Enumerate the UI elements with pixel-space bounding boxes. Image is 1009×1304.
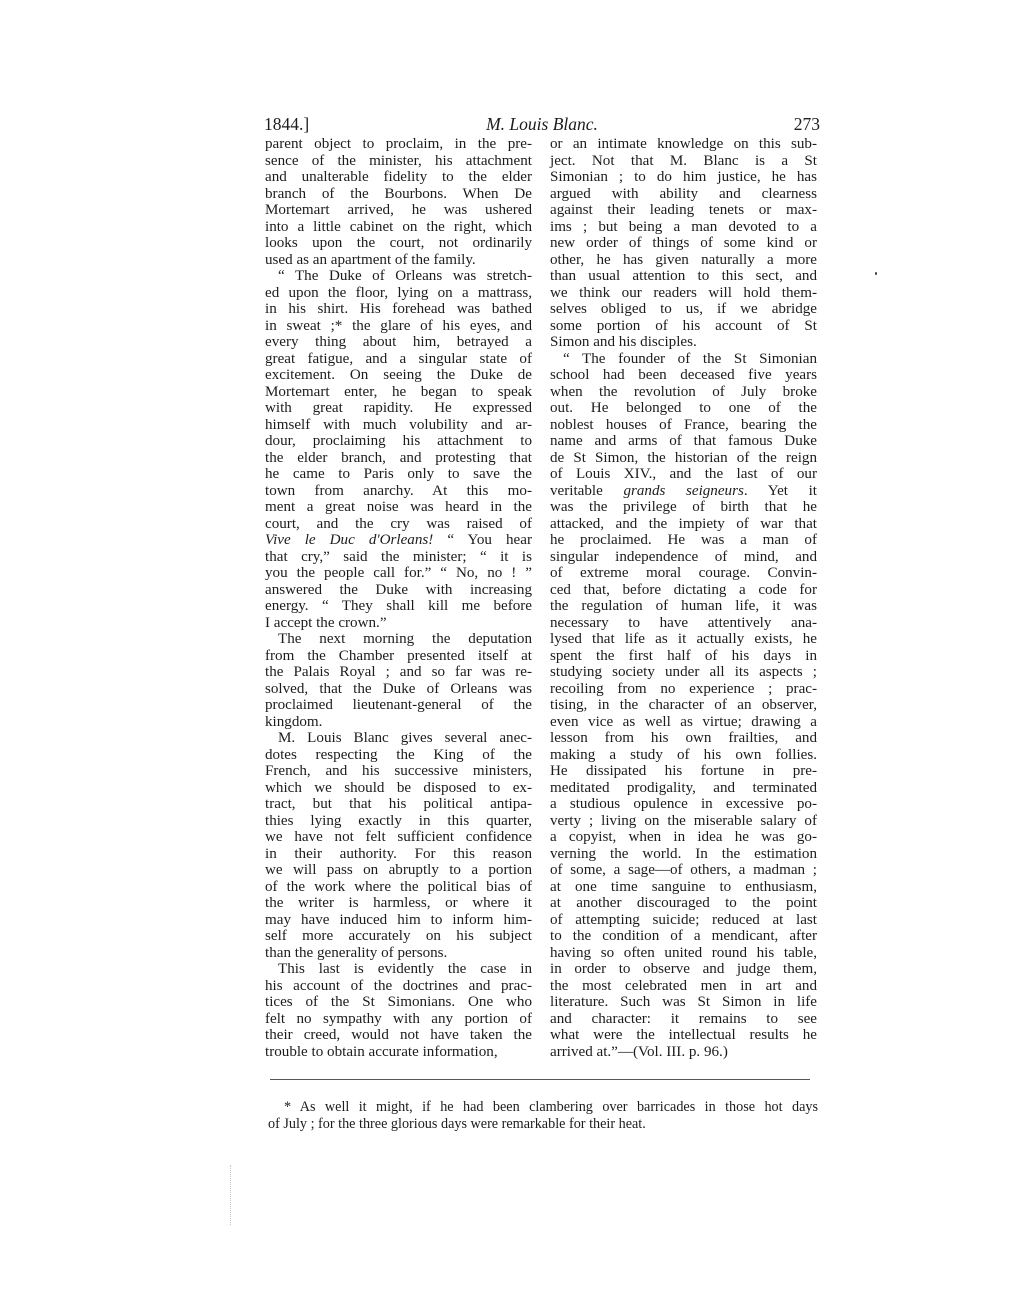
text-line: we will pass on abruptly to a portion: [265, 862, 532, 878]
text-line: I accept the crown.”: [265, 614, 387, 631]
text-line: name and arms of that famous Duke: [550, 433, 817, 449]
footnote-line: * As well it might, if he had been clambering over barricades in those hot days: [284, 1099, 818, 1115]
text-line: spent the first half of his days in: [550, 647, 817, 664]
text-line: even vice as well as virtue; drawing a: [550, 713, 817, 730]
right-text-column: [550, 136, 817, 1060]
gutter-mark: [230, 1165, 231, 1225]
text-line: used as an apartment of the family.: [265, 251, 476, 268]
text-line: of some, a sage—of others, a madman ;: [550, 862, 817, 878]
text-line: trouble to obtain accurate information,: [265, 1043, 498, 1060]
text-line: selves obliged to us, if we abridge: [550, 301, 817, 317]
header-year: 1844.]: [264, 114, 310, 134]
text-line: the writer is harmless, or where it: [265, 895, 532, 911]
text-line: ims ; but being a man devoted to a: [550, 218, 817, 235]
text-line: school had been deceased five years: [550, 367, 817, 383]
text-line: of attempting suicide; reduced at last: [550, 911, 817, 928]
text-line: he came to Paris only to save the: [265, 466, 532, 482]
text-line: every thing about him, betrayed a: [265, 334, 532, 350]
text-line: veritable grands seigneurs. Yet it: [550, 482, 817, 499]
text-line: town from anarchy. At this mo-: [265, 482, 532, 499]
text-line: parent object to proclaim, in the pre-: [265, 136, 532, 152]
footnote: [268, 1099, 818, 1132]
text-line: He dissipated his fortune in pre-: [550, 763, 817, 779]
text-line: into a little cabinet on the right, which: [265, 218, 532, 235]
text-line: Mortemart enter, he began to speak: [265, 383, 532, 400]
text-line: M. Louis Blanc gives several anec-: [278, 730, 532, 746]
text-line: argued with ability and clearness: [550, 185, 817, 202]
text-line: of the work where the political bias of: [265, 878, 532, 895]
text-line: lysed that life as it actually exists, he: [550, 631, 817, 647]
text-line: of Louis XIV., and the last of our: [550, 466, 817, 482]
text-line: from the Chamber presented itself at: [265, 647, 532, 664]
text-line: a studious opulence in excessive po-: [550, 796, 817, 812]
running-header: [264, 114, 820, 136]
text-line: tices of the St Simonians. One who: [265, 994, 532, 1010]
header-title: M. Louis Blanc.: [486, 114, 598, 134]
text-line: Simon and his disciples.: [550, 334, 697, 350]
text-line: a copyist, when in idea he was go-: [550, 829, 817, 845]
text-line: their creed, would not have taken the: [265, 1027, 532, 1043]
text-line: Mortemart arrived, he was ushered: [265, 202, 532, 218]
text-line: tract, but that his political antipa-: [265, 796, 532, 812]
text-line: than the generality of persons.: [265, 944, 448, 961]
text-line: of extreme moral courage. Convin-: [550, 565, 817, 581]
text-line: dotes respecting the King of the: [265, 746, 532, 763]
text-line: “ The Duke of Orleans was stretch-: [278, 268, 532, 284]
text-line: felt no sympathy with any portion of: [265, 1010, 532, 1027]
text-line: ced that, before dictating a code for: [550, 581, 817, 598]
text-line: verty ; living on the miserable salary of: [550, 812, 817, 829]
text-line: Vive le Duc d'Orleans! “ You hear: [265, 532, 532, 548]
text-line: looks upon the court, not ordinarily: [265, 235, 532, 251]
text-line: he proclaimed. He was a man of: [550, 532, 817, 548]
text-line: in his shirt. His forehead was bathed: [265, 301, 532, 317]
text-line: necessary to have attentively ana-: [550, 614, 817, 631]
text-line: we think our readers will hold them-: [550, 284, 817, 301]
text-line: tising, in the character of an observer,: [550, 697, 817, 713]
text-line: court, and the cry was raised of: [265, 515, 532, 532]
text-line: himself with much volubility and ar-: [265, 416, 532, 433]
text-line: making a study of his own follies.: [550, 746, 817, 763]
text-line: meditated prodigality, and terminated: [550, 779, 817, 796]
text-line: some portion of his account of St: [550, 317, 817, 334]
text-line: we have not felt sufficient confidence: [265, 829, 532, 845]
text-line: arrived at.”—(Vol. III. p. 96.): [550, 1043, 728, 1060]
text-line: proclaimed lieutenant-general of the: [265, 697, 532, 713]
text-line: The next morning the deputation: [278, 631, 532, 647]
text-line: the regulation of human life, it was: [550, 598, 817, 614]
text-line: against their leading tenets or max-: [550, 202, 817, 218]
text-line: and character: it remains to see: [550, 1010, 817, 1027]
footnote-rule: [270, 1079, 810, 1080]
text-line: new order of things of some kind or: [550, 235, 817, 251]
text-line: ed upon the floor, lying on a mattrass,: [265, 284, 532, 301]
text-line: noblest houses of France, bearing the: [550, 416, 817, 433]
text-line: literature. Such was St Simon in life: [550, 994, 817, 1010]
text-line: “ The founder of the St Simonian: [563, 350, 817, 367]
text-line: self more accurately on his subject: [265, 928, 532, 944]
text-line: ject. Not that M. Blanc is a St: [550, 152, 817, 169]
text-line: lesson from his own frailties, and: [550, 730, 817, 746]
text-line: the elder branch, and protesting that: [265, 449, 532, 466]
text-line: at another discouraged to the point: [550, 895, 817, 911]
text-line: excitement. On seeing the Duke de: [265, 367, 532, 383]
text-line: energy. “ They shall kill me before: [265, 598, 532, 614]
text-line: that cry,” said the minister; “ it is: [265, 548, 532, 565]
text-line: de St Simon, the historian of the reign: [550, 449, 817, 466]
text-line: thies lying exactly in this quarter,: [265, 812, 532, 829]
text-line: verning the world. In the estimation: [550, 845, 817, 862]
text-line: solved, that the Duke of Orleans was: [265, 680, 532, 697]
text-line: kingdom.: [265, 713, 323, 730]
text-line: with great rapidity. He expressed: [265, 400, 532, 416]
text-line: attacked, and the impiety of war that: [550, 515, 817, 532]
text-line: out. He belonged to one of the: [550, 400, 817, 416]
text-line: was the privilege of birth that he: [550, 499, 817, 515]
text-line: what were the intellectual results he: [550, 1027, 817, 1043]
text-line: great fatigue, and a singular state of: [265, 350, 532, 367]
text-line: you the people call for.” “ No, no ! ”: [265, 565, 532, 581]
text-line: answered the Duke with increasing: [265, 581, 532, 598]
text-line: ment a great noise was heard in the: [265, 499, 532, 515]
footnote-line: of July ; for the three glorious days were remarkable for their heat.: [268, 1115, 646, 1132]
text-line: singular independence of mind, and: [550, 548, 817, 565]
text-line: in their authority. For this reason: [265, 845, 532, 862]
text-line: French, and his successive ministers,: [265, 763, 532, 779]
text-line: when the revolution of July broke: [550, 383, 817, 400]
left-text-column: [265, 136, 532, 1060]
text-line: dour, proclaiming his attachment to: [265, 433, 532, 449]
text-line: This last is evidently the case in: [278, 961, 532, 977]
text-line: may have induced him to inform him-: [265, 911, 532, 928]
text-line: than usual attention to this sect, and: [550, 268, 817, 284]
text-line: in sweat ;* the glare of his eyes, and: [265, 317, 532, 334]
text-line: or an intimate knowledge on this sub-: [550, 136, 817, 152]
text-line: his account of the doctrines and prac-: [265, 977, 532, 994]
text-line: other, he has given naturally a more: [550, 251, 817, 268]
text-line: Simonian ; to do him justice, he has: [550, 169, 817, 185]
text-line: studying society under all its aspects ;: [550, 664, 817, 680]
text-line: in order to observe and judge them,: [550, 961, 817, 977]
text-line: recoiling from no experience ; prac-: [550, 680, 817, 697]
text-line: at one time sanguine to enthusiasm,: [550, 878, 817, 895]
text-line: and unalterable fidelity to the elder: [265, 169, 532, 185]
text-line: the most celebrated men in art and: [550, 977, 817, 994]
ink-speck: [875, 272, 877, 275]
text-line: the Palais Royal ; and so far was re-: [265, 664, 532, 680]
text-line: which we should be disposed to ex-: [265, 779, 532, 796]
text-line: having so often united round his table,: [550, 944, 817, 961]
page-number: 273: [793, 114, 820, 134]
text-line: sence of the minister, his attachment: [265, 152, 532, 169]
text-line: branch of the Bourbons. When De: [265, 185, 532, 202]
text-line: to the condition of a mendicant, after: [550, 928, 817, 944]
